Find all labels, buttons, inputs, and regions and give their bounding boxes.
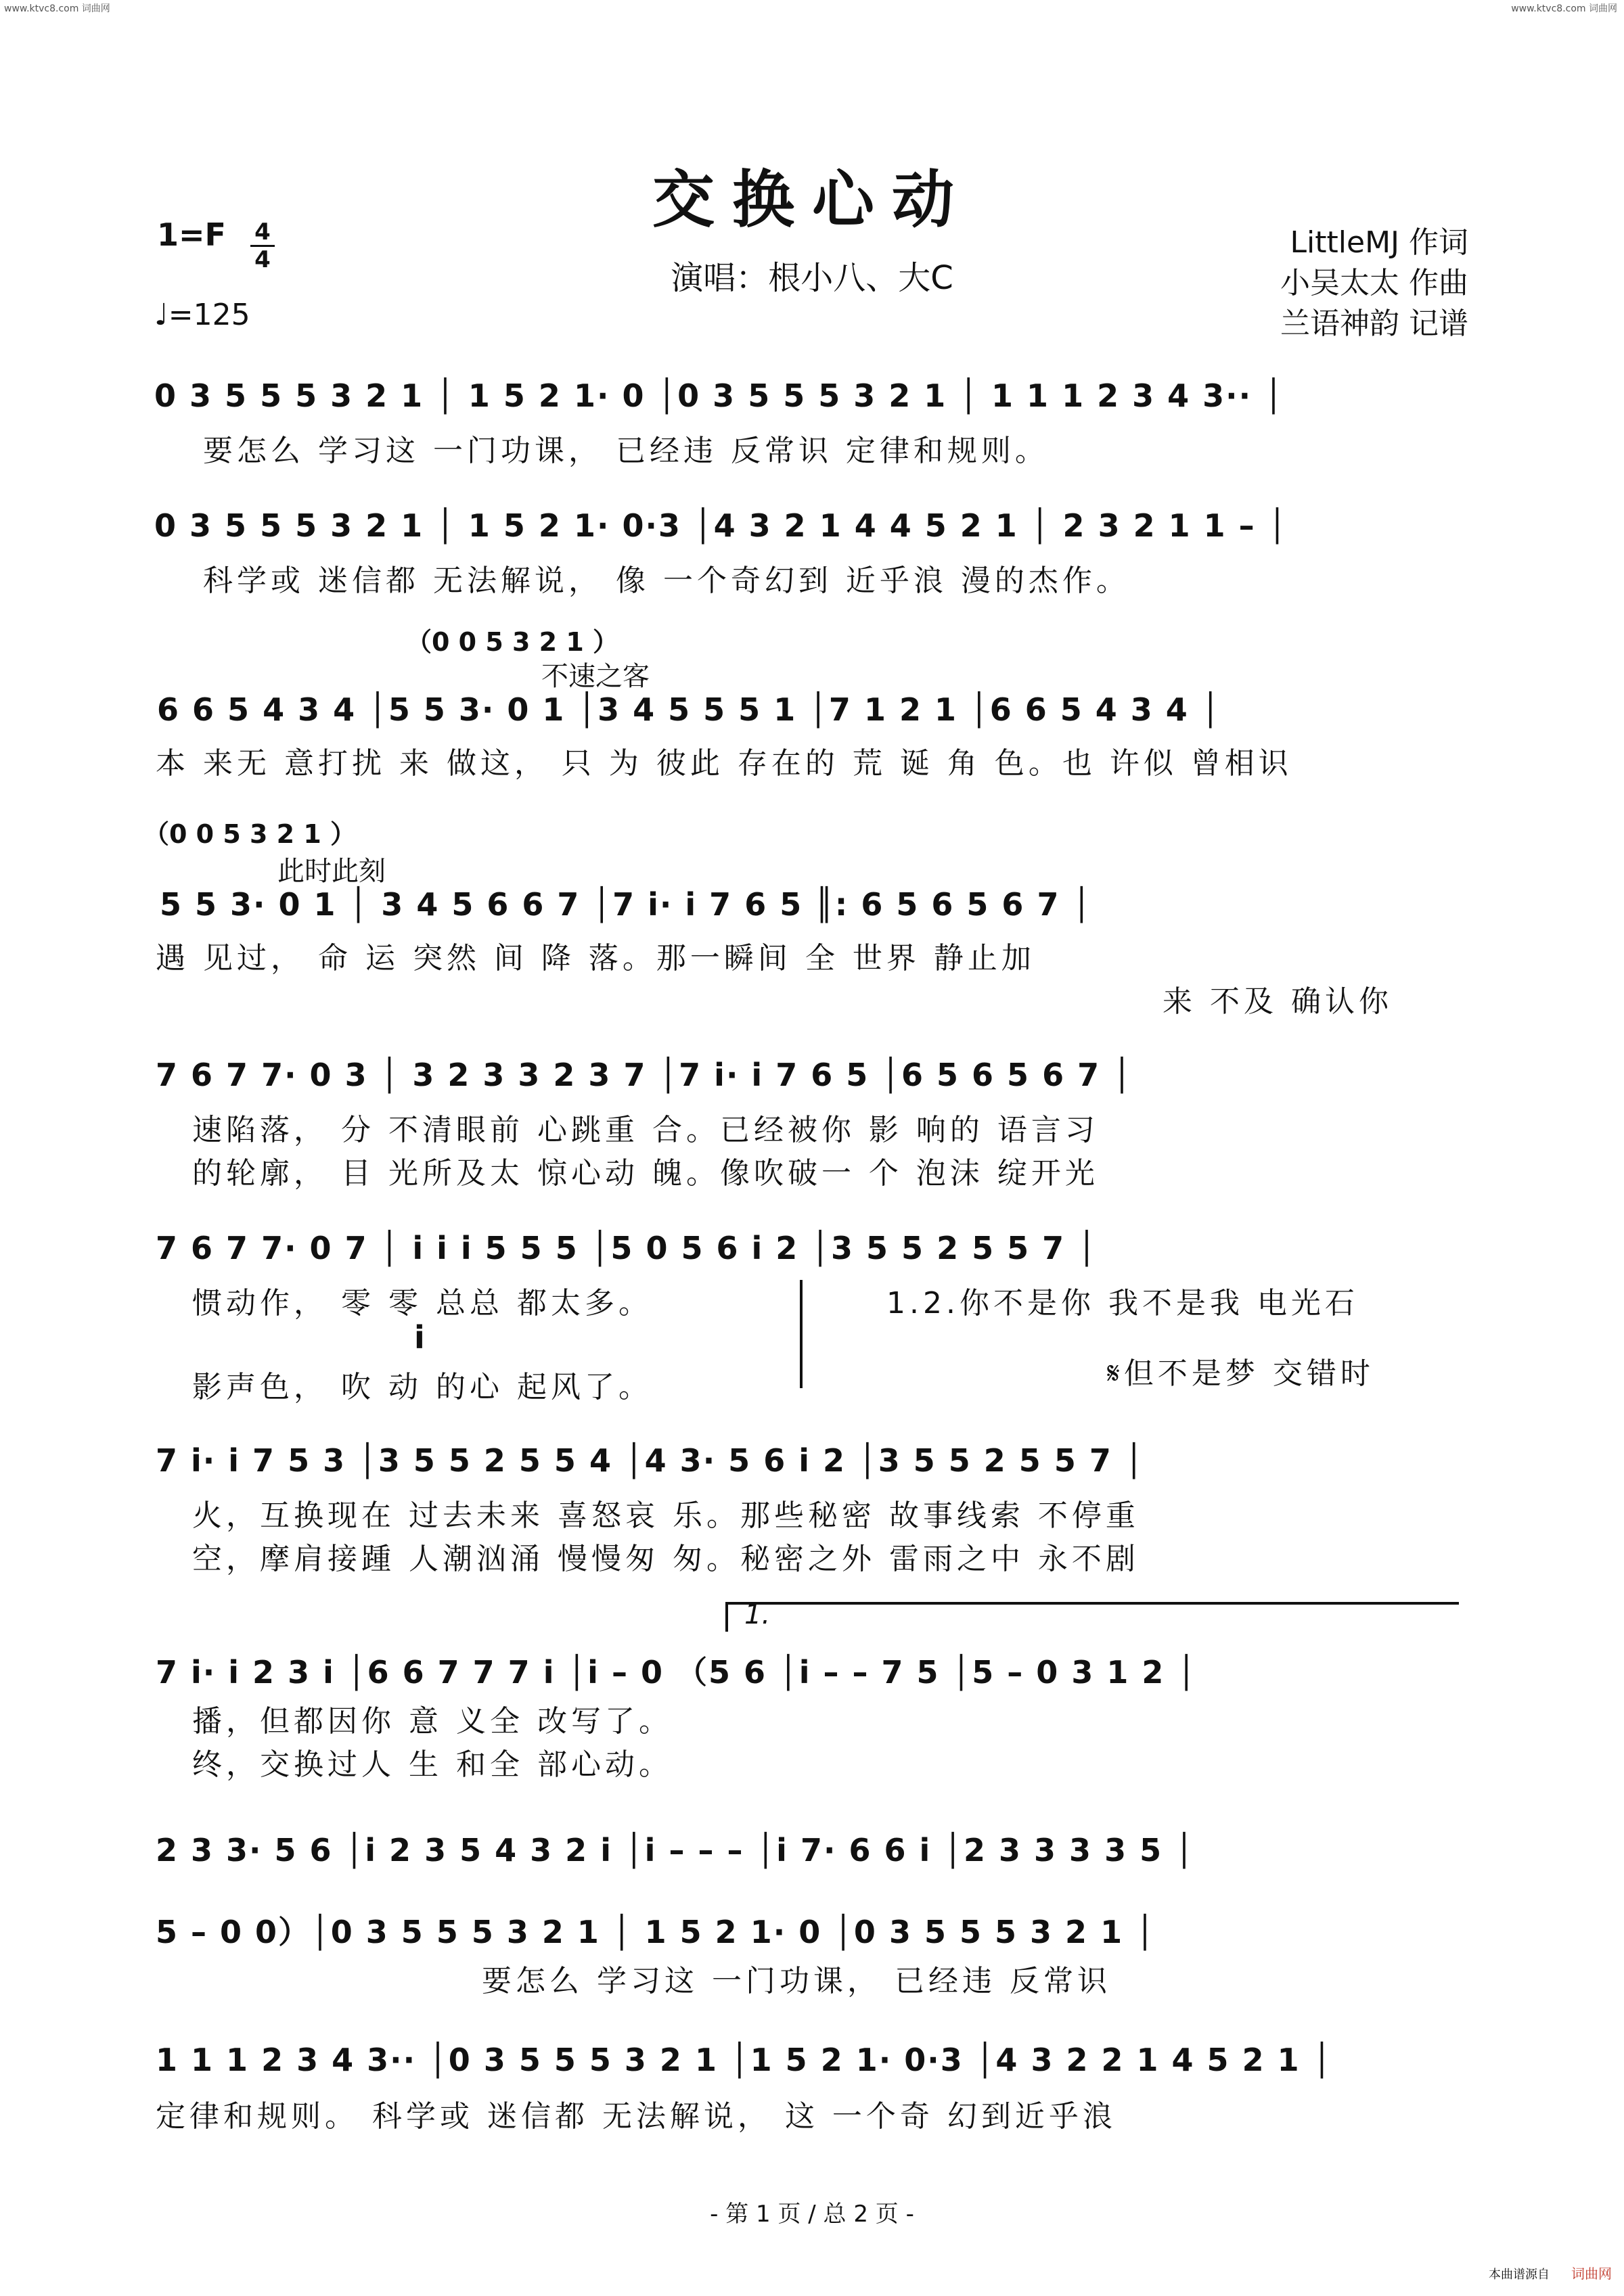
staff-line-6-lyrics-1: 惯动作， 零 零 总总 都太多。 — [192, 1286, 652, 1321]
lyricist-credit: LittleMJ 作词 — [1290, 225, 1468, 260]
staff-line-4-pre-lyric: 此时此刻 — [277, 856, 386, 887]
watermark-right: www.ktvc8.com 词曲网 — [1511, 3, 1617, 14]
staff-line-7-notes: 7 i· i 7 5 3 │3 5 5 2 5 5 4 │4 3· 5 6 i 2 │3 5 5 2 5 5 7 │ — [156, 1442, 1145, 1479]
brand-stamp: 词曲网 — [1571, 2266, 1612, 2282]
page-number: - 第 1 页 / 总 2 页 - — [710, 2201, 914, 2228]
staff-line-6-lyrics-2: 影声色， 吹 动 的心 起风了。 — [192, 1370, 652, 1404]
staff-line-6-alt-lyrics-1: 1.2.你不是你 我不是我 电光石 — [886, 1286, 1359, 1321]
source-note: 本曲谱源自 — [1489, 2268, 1550, 2282]
time-bottom: 4 — [254, 246, 271, 273]
song-title: 交换心动 — [652, 163, 972, 236]
staff-line-3-notes: 6 6 5 4 3 4 │5 5 3· 0 1 │3 4 5 5 5 1 │7 1 2 1 │6 6 5 4 3 4 │ — [157, 691, 1221, 728]
staff-line-7-lyrics-2: 空，摩肩接踵 人潮汹涌 慢慢匆 匆。秘密之外 雷雨之中 永不剧 — [192, 1542, 1140, 1576]
staff-line-6-notes: 7 6 7 7· 0 7 │ i i i 5 5 5 │5 0 5 6 i 2 │3 5 5 2 5 5 7 │ — [156, 1230, 1098, 1266]
staff-line-7-lyrics-1: 火，互换现在 过去未来 喜怒哀 乐。那些秘密 故事线索 不停重 — [192, 1498, 1140, 1533]
staff-line-4-lyrics-2: 来 不及 确认你 — [1163, 984, 1393, 1019]
staff-line-6-extra-note: i — [414, 1319, 426, 1356]
key-signature: 1=F — [157, 216, 226, 253]
staff-line-8-lyrics-1: 播，但都因你 意 义全 改写了。 — [192, 1704, 673, 1739]
staff-line-1-notes: 0 3 5 5 5 3 2 1 │ 1 5 2 1· 0 │0 3 5 5 5 3 2 1 │ 1 1 1 2 3 4 3·· │ — [154, 377, 1284, 414]
staff-line-11-lyrics: 定律和规则。 科学或 迷信都 无法解说， 这 一个奇 幻到近乎浪 — [156, 2099, 1116, 2134]
staff-line-3-lyrics: 本 来无 意打扰 来 做这， 只 为 彼此 存在的 荒 诞 角 色。也 许似 曾相识 — [156, 746, 1292, 781]
staff-line-4-pre-notes: （0 0 5 3 2 1 ） — [143, 819, 357, 849]
staff-line-4-notes: 5 5 3· 0 1 │ 3 4 5 6 6 7 │7 i· i 7 6 5 ║: 6 5 6 5 6 7 │ — [160, 886, 1093, 923]
staff-line-5-lyrics-2: 的轮廓， 目 光所及太 惊心动 魄。像吹破一 个 泡沫 绽开光 — [192, 1156, 1099, 1191]
staff-line-3-pre-notes: （0 0 5 3 2 1 ） — [406, 627, 619, 657]
staff-line-8-lyrics-2: 终，交换过人 生 和全 部心动。 — [192, 1747, 673, 1782]
staff-line-10-lyrics: 要怎么 学习这 一门功课， 已经违 反常识 — [482, 1964, 1111, 1998]
singer-credit: 演唱：根小八、大C — [671, 259, 953, 297]
composer-credit: 小吴太太 作曲 — [1280, 266, 1468, 300]
staff-line-1-lyrics: 要怎么 学习这 一门功课， 已经违 反常识 定律和规则。 — [203, 434, 1049, 468]
staff-line-5-lyrics-1: 速陷落， 分 不清眼前 心跳重 合。已经被你 影 响的 语言习 — [192, 1113, 1099, 1147]
tempo-marking: ♩=125 — [154, 298, 250, 332]
volta-label: 1. — [744, 1599, 771, 1630]
transcriber-credit: 兰语神韵 记谱 — [1280, 306, 1468, 341]
volta-bracket — [725, 1602, 1459, 1632]
staff-line-2-lyrics: 科学或 迷信都 无法解说， 像 一个奇幻到 近乎浪 漫的杰作。 — [203, 564, 1130, 598]
time-top: 4 — [254, 219, 271, 246]
lyric-brace — [792, 1280, 803, 1388]
watermark-left: www.ktvc8.com 词曲网 — [4, 3, 110, 14]
staff-line-6-alt-lyrics-2: 𝄋但不是梦 交错时 — [1107, 1356, 1374, 1391]
staff-line-10-notes: 5 – 0 0）│0 3 5 5 5 3 2 1 │ 1 5 2 1· 0 │0 3 5 5 5 3 2 1 │ — [156, 1914, 1156, 1950]
staff-line-11-notes: 1 1 1 2 3 4 3·· │0 3 5 5 5 3 2 1 │1 5 2 1· 0·3 │4 3 2 2 1 4 5 2 1 │ — [156, 2042, 1333, 2078]
staff-line-4-lyrics-1: 遇 见过， 命 运 突然 间 降 落。那一瞬间 全 世界 静止加 — [156, 941, 1035, 975]
staff-line-9-notes: 2 3 3· 5 6 │i 2 3 5 4 3 2 i │i – – – │i 7· 6 6 i │2 3 3 3 3 5 │ — [156, 1832, 1195, 1868]
staff-line-3-pre-lyric: 不速之客 — [541, 661, 650, 692]
staff-line-5-notes: 7 6 7 7· 0 3 │ 3 2 3 3 2 3 7 │7 i· i 7 6 5 │6 5 6 5 6 7 │ — [156, 1057, 1133, 1093]
staff-line-2-notes: 0 3 5 5 5 3 2 1 │ 1 5 2 1· 0·3 │4 3 2 1 4 4 5 2 1 │ 2 3 2 1 1 – │ — [154, 507, 1288, 544]
staff-line-8-notes: 7 i· i 2 3 i │6 6 7 7 7 i │i – 0 （5 6 │i – – 7 5 │5 – 0 3 1 2 │ — [156, 1654, 1198, 1691]
